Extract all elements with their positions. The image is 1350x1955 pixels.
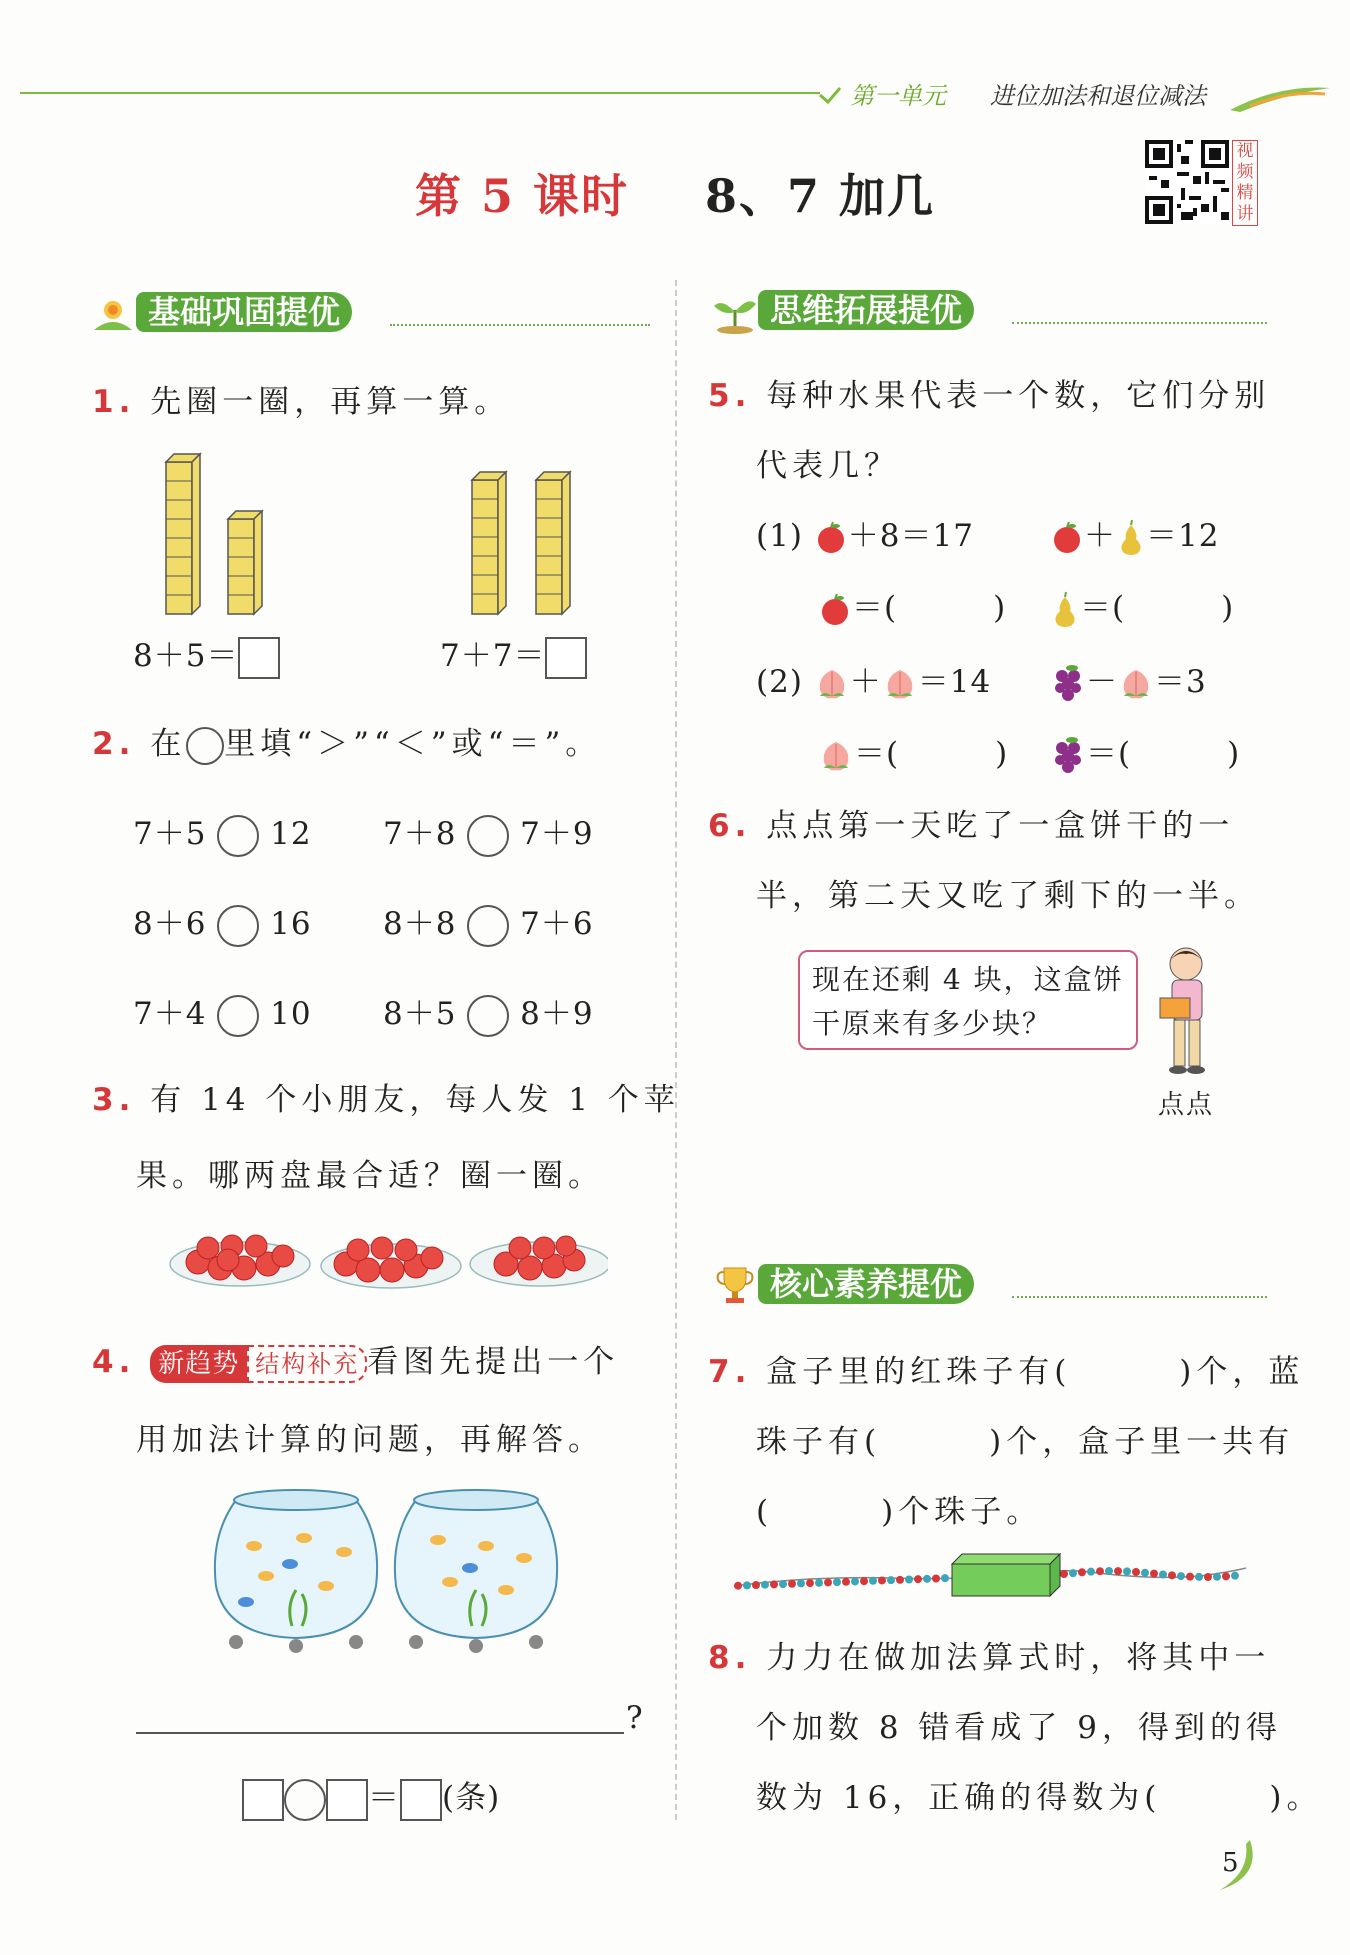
bead xyxy=(1060,1570,1068,1578)
q5-line1 xyxy=(708,370,1270,415)
bubble-line1: 现在还剩 4 块，这盒饼 xyxy=(812,963,1124,996)
q5-grape-answer xyxy=(1052,728,1240,776)
q2-item-4 xyxy=(383,898,594,947)
q6-line1 xyxy=(708,800,1234,845)
answer-blank[interactable]: ＝( ) xyxy=(852,590,1007,626)
compare-circle[interactable] xyxy=(467,905,509,947)
q2-item-5 xyxy=(133,988,312,1037)
q2-left: 7＋4 xyxy=(133,996,207,1032)
sprout-icon xyxy=(712,288,758,334)
q2-number: 2. xyxy=(92,726,136,762)
apple-icon xyxy=(1050,521,1084,555)
q3-number: 3. xyxy=(92,1082,136,1118)
bead xyxy=(1150,1570,1158,1578)
bead xyxy=(788,1580,796,1588)
lesson-number: 第 5 课时 xyxy=(414,169,629,223)
grape-icon xyxy=(1052,736,1086,776)
bead xyxy=(743,1581,751,1589)
bead xyxy=(1204,1573,1212,1581)
q1-prompt xyxy=(92,376,510,421)
q5-expr: ＝12 xyxy=(1146,518,1220,554)
compare-circle[interactable] xyxy=(467,995,509,1037)
section-dotline xyxy=(390,324,650,326)
q4-equation xyxy=(242,1772,500,1821)
q3-line2: 果。哪两盘最合适？圈一圈。 xyxy=(136,1158,604,1194)
q5-number: 5. xyxy=(708,378,752,414)
sun-flower-icon xyxy=(90,290,136,336)
q2-left: 8＋6 xyxy=(133,906,207,942)
bead xyxy=(734,1582,742,1590)
section-extend-title: 思维拓展提优 xyxy=(758,290,974,330)
cube-stacks-8-5 xyxy=(160,452,280,618)
bead xyxy=(824,1578,832,1586)
pear-icon xyxy=(1116,519,1146,557)
answer-blank[interactable]: ＝( ) xyxy=(1086,736,1241,772)
character-name: 点点 xyxy=(1158,1090,1215,1120)
q2-right: 8＋9 xyxy=(520,996,594,1032)
peach-icon xyxy=(818,738,854,774)
bead xyxy=(923,1575,931,1583)
bead xyxy=(1213,1573,1221,1581)
compare-circle[interactable] xyxy=(467,815,509,857)
circle-symbol xyxy=(186,727,224,765)
section-basic xyxy=(90,290,650,336)
bead xyxy=(896,1576,904,1584)
bead xyxy=(752,1581,760,1589)
q8-line1 xyxy=(708,1632,1270,1677)
q6-line2: 半，第二天又吃了剩下的一半。 xyxy=(756,878,1260,914)
bead xyxy=(1096,1567,1104,1575)
bead xyxy=(1087,1568,1095,1576)
plus-sign: ＋ xyxy=(1084,518,1116,554)
bead xyxy=(833,1578,841,1586)
q1-right-equation xyxy=(440,630,587,679)
bead xyxy=(869,1577,877,1585)
section-core-title: 核心素养提优 xyxy=(758,1264,974,1304)
bead xyxy=(1222,1572,1230,1580)
apple-icon xyxy=(814,521,848,555)
qr-tag: 视频精讲 xyxy=(1232,140,1258,226)
answer-box[interactable] xyxy=(400,1779,442,1821)
q5-pear-answer xyxy=(1050,582,1234,629)
q5-part2-eq1 xyxy=(756,656,991,702)
answer-box[interactable] xyxy=(326,1779,368,1821)
q1-left-equation xyxy=(133,630,280,679)
equals-sign: ＝ xyxy=(368,1780,400,1816)
unit-label: 第一单元 xyxy=(850,82,946,110)
question-mark: ? xyxy=(626,1700,648,1736)
q5-expr: ＋8＝17 xyxy=(847,518,974,554)
q2-item-6 xyxy=(383,988,594,1037)
cube-stacks-7-7 xyxy=(468,470,578,618)
q2-text-pre: 在 xyxy=(150,726,187,762)
q2-right: 16 xyxy=(270,906,312,942)
q3-text1: 有 14 个小朋友，每人发 1 个苹 xyxy=(150,1082,680,1118)
plus-sign: ＋ xyxy=(849,664,882,700)
answer-blank[interactable]: ＝( ) xyxy=(1080,590,1235,626)
bead xyxy=(941,1574,949,1582)
section-extend xyxy=(712,288,1267,334)
bead xyxy=(860,1577,868,1585)
operator-circle[interactable] xyxy=(284,1779,326,1821)
pear-icon xyxy=(1050,591,1080,629)
bead xyxy=(887,1576,895,1584)
bead xyxy=(1114,1567,1122,1575)
section-dotline xyxy=(1012,1296,1267,1298)
peach-icon xyxy=(1118,666,1154,702)
q2-right: 7＋6 xyxy=(520,906,594,942)
q7-text1: 盒子里的红珠子有( )个，蓝 xyxy=(766,1354,1305,1390)
apple-icon xyxy=(818,593,852,627)
section-basic-title: 基础巩固提优 xyxy=(136,292,352,332)
q5-expr: ＝14 xyxy=(917,664,992,700)
q5-peach-answer xyxy=(818,728,1008,774)
q2-prompt xyxy=(92,718,601,765)
answer-line[interactable] xyxy=(136,1732,624,1734)
bead xyxy=(1186,1573,1194,1581)
q5-part2-eq2 xyxy=(1052,656,1207,704)
page-swoosh xyxy=(1210,1836,1260,1896)
swoosh-decoration xyxy=(1230,84,1330,114)
bead xyxy=(779,1580,787,1588)
lesson-topic: 8、7 加几 xyxy=(705,169,936,223)
q2-item-1 xyxy=(133,808,312,857)
q5-text1: 每种水果代表一个数，它们分别 xyxy=(766,378,1271,414)
q8-number: 8. xyxy=(708,1640,752,1676)
topic-label: 进位加法和退位减法 xyxy=(990,82,1206,110)
answer-box[interactable] xyxy=(238,637,280,679)
page-number: 5 xyxy=(1222,1848,1239,1878)
compare-circle[interactable] xyxy=(217,815,259,857)
q1-number: 1. xyxy=(92,384,136,420)
bead xyxy=(1231,1572,1239,1580)
compare-circle[interactable] xyxy=(217,995,259,1037)
header-rule xyxy=(20,92,820,94)
q2-item-2 xyxy=(383,808,594,857)
peach-icon xyxy=(882,666,918,702)
q2-item-3 xyxy=(133,898,312,947)
q8-line3: 数为 16，正确的得数为( )。 xyxy=(756,1780,1323,1816)
q2-left: 7＋8 xyxy=(383,816,457,852)
q2-text-post: 里填“＞”“＜”或“＝”。 xyxy=(224,726,602,762)
bead xyxy=(1069,1569,1077,1577)
supplement-badge: 结构补充 xyxy=(247,1345,367,1383)
column-divider xyxy=(675,280,677,1820)
bead xyxy=(1105,1567,1113,1575)
q5-part1-eq2 xyxy=(1050,510,1219,557)
q3-line1 xyxy=(92,1074,680,1119)
bead xyxy=(914,1575,922,1583)
q2-right: 7＋9 xyxy=(520,816,594,852)
q5-expr: ＝3 xyxy=(1154,664,1207,700)
q8-text1: 力力在做加法算式时，将其中一 xyxy=(766,1640,1271,1676)
answer-box[interactable] xyxy=(545,637,587,679)
bead xyxy=(1195,1573,1203,1581)
q6-text1: 点点第一天吃了一盒饼干的一 xyxy=(766,808,1235,844)
q2-right: 12 xyxy=(270,816,312,852)
bead xyxy=(1168,1571,1176,1579)
answer-blank[interactable]: ＝( ) xyxy=(854,736,1009,772)
qr-code[interactable] xyxy=(1145,140,1229,224)
bead xyxy=(1141,1569,1149,1577)
q7-line3: ( )个珠子。 xyxy=(756,1494,1043,1530)
q2-left: 8＋5 xyxy=(383,996,457,1032)
q1-left-expr: 8＋5＝ xyxy=(133,638,239,674)
q2-left: 8＋8 xyxy=(383,906,457,942)
bead xyxy=(878,1576,886,1584)
trophy-icon xyxy=(712,1262,758,1308)
q2-left: 7＋5 xyxy=(133,816,207,852)
part-label: (2) xyxy=(756,664,803,700)
q1-right-expr: 7＋7＝ xyxy=(440,638,546,674)
section-core xyxy=(712,1262,1267,1308)
bead xyxy=(905,1575,913,1583)
bubble-line2: 干原来有多少块？ xyxy=(812,1007,1053,1040)
unit-label: (条) xyxy=(442,1780,501,1816)
bead xyxy=(1123,1567,1131,1575)
speech-bubble xyxy=(798,950,1138,1050)
q4-line2: 用加法计算的问题，再解答。 xyxy=(136,1422,604,1458)
bead xyxy=(815,1579,823,1587)
fish-bowls xyxy=(206,1486,566,1656)
answer-box[interactable] xyxy=(242,1779,284,1821)
bead xyxy=(851,1577,859,1585)
q5-apple-answer xyxy=(818,582,1006,627)
bead xyxy=(1177,1572,1185,1580)
bead xyxy=(842,1578,850,1586)
q8-line2: 个加数 8 错看成了 9，得到的得 xyxy=(756,1710,1283,1746)
q7-number: 7. xyxy=(708,1354,752,1390)
leaf-icon xyxy=(818,86,842,104)
q2-right: 10 xyxy=(270,996,312,1032)
section-dotline xyxy=(1012,322,1267,324)
q7-line2: 珠子有( )个，盒子里一共有 xyxy=(756,1424,1295,1460)
bead xyxy=(932,1575,940,1583)
bead xyxy=(797,1579,805,1587)
compare-circle[interactable] xyxy=(217,905,259,947)
grape-icon xyxy=(1052,664,1086,704)
q1-text: 先圈一圈，再算一算。 xyxy=(150,384,511,420)
q5-part1-eq1 xyxy=(756,510,974,555)
bead xyxy=(770,1580,778,1588)
peach-icon xyxy=(814,666,850,702)
q5-line2: 代表几？ xyxy=(756,448,900,484)
boy-figure xyxy=(1150,940,1230,1080)
q7-line1 xyxy=(708,1346,1304,1391)
bead xyxy=(761,1581,769,1589)
q4-text1: 看图先提出一个 xyxy=(367,1344,620,1380)
trend-badge: 新趋势 xyxy=(150,1345,247,1383)
bead xyxy=(1132,1568,1140,1576)
bead xyxy=(1159,1570,1167,1578)
bead xyxy=(1078,1568,1086,1576)
bead-string xyxy=(730,1546,1250,1602)
apple-plates xyxy=(168,1218,608,1294)
part-label: (1) xyxy=(756,518,803,554)
minus-sign: － xyxy=(1086,664,1118,700)
q4-line1 xyxy=(92,1336,619,1383)
q4-number: 4. xyxy=(92,1344,136,1380)
bead xyxy=(806,1579,814,1587)
q6-number: 6. xyxy=(708,808,752,844)
